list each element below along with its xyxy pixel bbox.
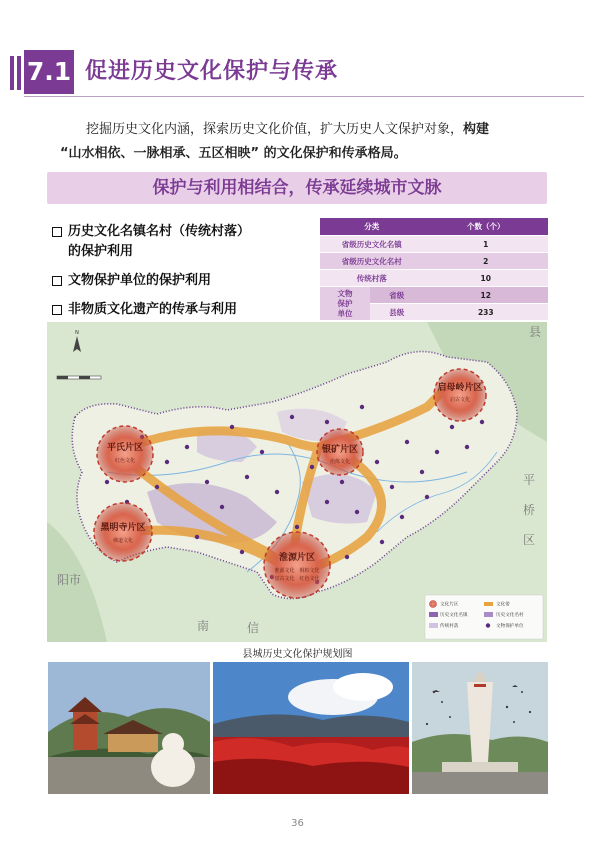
svg-text:南: 南 (197, 619, 210, 633)
bullet-item: 历史文化名镇名村（传统村落） 的保护利用 (52, 222, 322, 262)
svg-text:盘古文化 红色文化: 盘古文化 红色文化 (274, 576, 320, 582)
intro-paragraph (60, 118, 580, 166)
table-row: 传统村落 10 (320, 270, 548, 287)
temple-buddha-photo (48, 662, 210, 794)
legend-village-icon (484, 612, 493, 617)
intro-bold-2: “山水相依、一脉相承、五区相映” 的文化保护和传承格局。 (60, 146, 407, 161)
svg-text:淮源片区: 淮源片区 (278, 553, 316, 563)
checkbox-bullet-icon (52, 276, 62, 286)
svg-text:市: 市 (69, 573, 82, 587)
svg-text:文化带: 文化带 (496, 602, 510, 608)
map-caption: 县城历史文化保护规划图 (242, 649, 353, 660)
svg-text:区: 区 (523, 533, 536, 547)
table-header-count: 个数（个） (424, 218, 548, 236)
svg-text:佛道文化: 佛道文化 (112, 538, 134, 544)
legend-relic-site-icon (486, 623, 490, 627)
page-number: 36 (291, 818, 304, 829)
svg-text:历史文化名镇: 历史文化名镇 (440, 613, 468, 618)
svg-text:淮源文化 桐柏文化: 淮源文化 桐柏文化 (274, 568, 320, 574)
map-legend (425, 595, 543, 639)
zone-pingshi (97, 426, 153, 482)
table-row: 文物 保护 单位 省级 12 (320, 287, 548, 304)
svg-text:银矿片区: 银矿片区 (321, 445, 359, 455)
svg-text:桥: 桥 (523, 503, 536, 517)
svg-text:县: 县 (529, 325, 542, 339)
svg-text:传统村落: 传统村落 (440, 624, 459, 629)
svg-text:红色文化: 红色文化 (114, 458, 136, 464)
svg-text:平: 平 (523, 473, 536, 487)
bullet-list (52, 222, 322, 329)
svg-text:平氏片区: 平氏片区 (106, 443, 144, 453)
svg-text:启古文化: 启古文化 (449, 397, 471, 403)
heritage-count-table (320, 218, 548, 320)
table-header-category: 分类 (320, 218, 424, 236)
svg-text:启母岭片区: 启母岭片区 (437, 383, 483, 393)
header-divider (24, 96, 584, 97)
table-row: 省级历史文化名村 2 (320, 253, 548, 270)
bullet-item: 非物质文化遗产的传承与利用 (52, 300, 322, 320)
legend-town-icon (429, 612, 438, 617)
svg-text:阳: 阳 (57, 573, 70, 587)
svg-text:信: 信 (247, 621, 260, 635)
svg-text:黑明寺片区: 黑明寺片区 (100, 523, 146, 533)
zone-qimuling (434, 369, 486, 421)
svg-text:历史文化名村: 历史文化名村 (496, 613, 524, 618)
svg-text:治炼文化: 治炼文化 (329, 459, 351, 465)
svg-text:N: N (75, 330, 79, 336)
table-row: 省级历史文化名镇 1 (320, 236, 548, 253)
subheading-banner: 保护与利用相结合，传承延续城市文脉 (47, 172, 547, 204)
zone-heimingsi (94, 503, 152, 561)
monument-tower-photo (412, 662, 548, 794)
legend-traditional-village-icon (429, 623, 438, 628)
intro-bold-1: 构建 (463, 122, 490, 137)
checkbox-bullet-icon (52, 227, 62, 237)
table-row: 县级 233 (320, 304, 548, 321)
svg-text:文化片区: 文化片区 (440, 602, 459, 608)
svg-text:文物保护单位: 文物保护单位 (496, 624, 524, 629)
zone-yinkuang (317, 429, 363, 475)
intro-text: 挖掘历史文化内涵，探索历史文化价值，扩大历史人文保护对象， (86, 122, 464, 137)
bullet-item: 文物保护单位的保护利用 (52, 271, 322, 291)
section-header (10, 50, 585, 102)
section-title: 促进历史文化保护与传承 (85, 59, 339, 84)
section-number: 7.1 (24, 50, 74, 94)
red-foliage-landscape-photo (213, 662, 409, 794)
checkbox-bullet-icon (52, 305, 62, 315)
legend-zone-icon (430, 601, 437, 608)
table-group-label: 文物 保护 单位 (320, 287, 370, 321)
legend-belt-icon (484, 602, 493, 606)
heritage-planning-map (47, 322, 547, 642)
scale-bar-icon (57, 376, 101, 379)
zone-huaiyuan (264, 532, 330, 598)
